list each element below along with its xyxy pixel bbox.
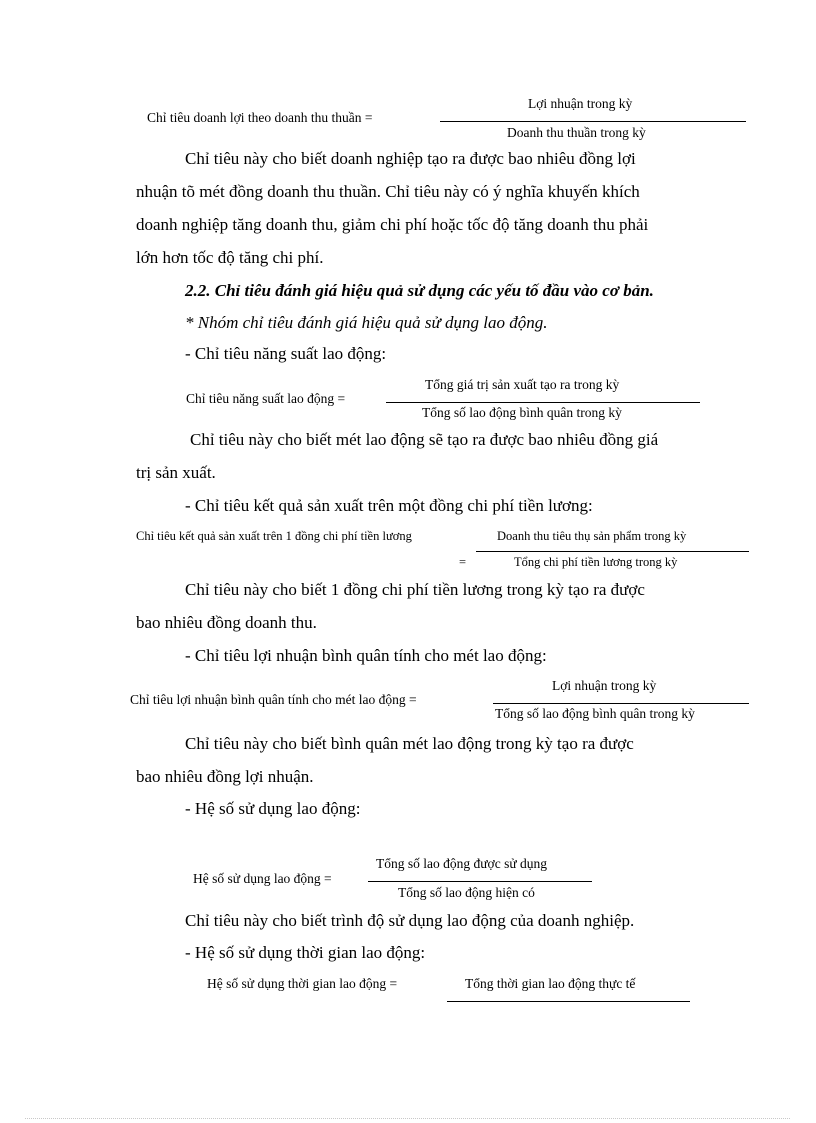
formula1-fraction-bar — [440, 121, 746, 122]
item3-fraction-bar — [493, 703, 749, 704]
item2-fraction-bar — [476, 551, 749, 552]
formula1-denominator: Doanh thu thuần trong kỳ — [507, 125, 646, 140]
formula1-numerator: Lợi nhuận trong kỳ — [528, 96, 633, 111]
item3-numerator: Lợi nhuận trong kỳ — [552, 678, 657, 693]
item3-heading: - Chỉ tiêu lợi nhuận bình quân tính cho mét lao động: — [185, 646, 547, 665]
item4-lhs: Hệ số sử dụng lao động = — [193, 871, 332, 886]
item4-fraction-bar — [368, 881, 592, 882]
item3-para-line2: bao nhiêu đồng lợi nhuận. — [136, 767, 314, 786]
item3-denominator: Tổng số lao động bình quân trong kỳ — [495, 706, 695, 721]
item5-fraction-bar — [447, 1001, 690, 1002]
item2-para-line1: Chỉ tiêu này cho biết 1 đồng chi phí tiền lương trong kỳ tạo ra được — [185, 580, 645, 599]
item4-para: Chỉ tiêu này cho biết trình độ sử dụng lao động của doanh nghiệp. — [185, 911, 635, 930]
item2-lhs: Chỉ tiêu kết quả sản xuất trên 1 đồng chi phí tiền lương — [136, 529, 412, 543]
item1-fraction-bar — [386, 402, 700, 403]
item5-heading: - Hệ số sử dụng thời gian lao động: — [185, 943, 426, 962]
para1-line2: nhuận tõ mét đồng doanh thu thuần. Chỉ tiêu này có ý nghĩa khuyến khích — [136, 182, 640, 201]
item2-heading: - Chỉ tiêu kết quả sản xuất trên một đồng chi phí tiền lương: — [185, 496, 593, 515]
item1-para-line1: Chỉ tiêu này cho biết mét lao động sẽ tạo ra được bao nhiêu đồng giá — [190, 430, 659, 449]
item4-denominator: Tổng số lao động hiện có — [398, 885, 535, 900]
item5-lhs: Hệ số sử dụng thời gian lao động = — [207, 976, 398, 991]
section-heading: 2.2. Chỉ tiêu đánh giá hiệu quả sử dụng các yếu tố đầu vào cơ bản. — [185, 281, 654, 300]
item4-numerator: Tổng số lao động được sử dụng — [376, 856, 548, 871]
item1-lhs: Chỉ tiêu năng suất lao động = — [186, 391, 346, 406]
item5-numerator: Tổng thời gian lao động thực tế — [465, 976, 636, 991]
item1-heading: - Chỉ tiêu năng suất lao động: — [185, 344, 387, 363]
item2-equals: = — [459, 555, 467, 569]
item1-para-line2: trị sản xuất. — [136, 463, 216, 482]
item2-numerator: Doanh thu tiêu thụ sản phẩm trong kỳ — [497, 529, 687, 543]
item3-para-line1: Chỉ tiêu này cho biết bình quân mét lao động trong kỳ tạo ra được — [185, 734, 634, 753]
item1-denominator: Tổng số lao động bình quân trong kỳ — [422, 405, 622, 420]
item2-para-line2: bao nhiêu đồng doanh thu. — [136, 613, 317, 632]
para1-line1: Chỉ tiêu này cho biết doanh nghiệp tạo ra được bao nhiêu đồng lợi — [185, 149, 636, 168]
item1-numerator: Tổng giá trị sản xuất tạo ra trong kỳ — [425, 377, 620, 392]
para1-line3: doanh nghiệp tăng doanh thu, giảm chi phí hoặc tốc độ tăng doanh thu phải — [136, 215, 649, 234]
para1-line4: lớn hơn tốc độ tăng chi phí. — [136, 248, 324, 267]
item2-denominator: Tổng chi phí tiền lương trong kỳ — [514, 555, 678, 569]
formula1-lhs: Chỉ tiêu doanh lợi theo doanh thu thuần = — [147, 110, 373, 125]
group-heading: * Nhóm chỉ tiêu đánh giá hiệu quả sử dụng lao động. — [185, 313, 548, 332]
item3-lhs: Chỉ tiêu lợi nhuận bình quân tính cho mét lao động = — [130, 692, 417, 707]
item4-heading: - Hệ số sử dụng lao động: — [185, 799, 361, 818]
page-bottom-border — [25, 1118, 790, 1119]
